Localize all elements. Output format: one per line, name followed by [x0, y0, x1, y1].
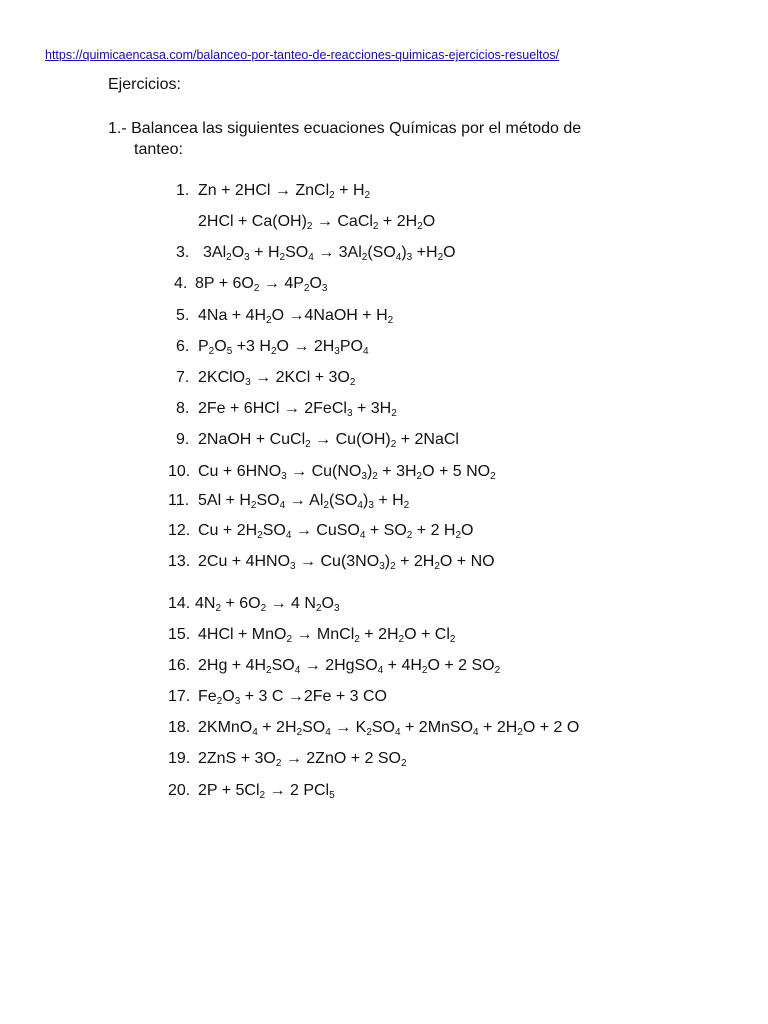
chemical-equation: $4N_2 + 6O_2 \to 4$ $N_2O_3$ — [195, 595, 340, 614]
chemical-equation: $2HCl + Ca(OH)_2$ → CaCl$_2$ + $2H_2O$ — [198, 213, 436, 232]
chemical-equation: Zn + 2HCl → ZnCl$_2$ + $H_2$ — [198, 182, 371, 201]
chemical-equation: $P_2O_5 +3$ $H_2O \to 2H_3PO_4$ — [198, 338, 369, 357]
source-link[interactable]: https://quimicaencasa.com/balanceo-por-tanteo-de-reacciones-quimicas-ejercicios-resueltos/ — [45, 48, 560, 62]
chemical-equation: $3Al_2O_3 + H_2SO_4 \to 3Al_2(SO_4)_3 +H_2O$ — [203, 244, 456, 263]
exercises-heading: Ejercicios: — [108, 76, 181, 93]
equation-number: 17. — [168, 688, 191, 705]
equation-number: 14. — [168, 595, 191, 612]
chemical-equation: 2KClO$_3$ → $2KCl + 3O_2$ — [198, 369, 356, 388]
chemical-equation: 2Fe + 6HCl → 2FeCl$_3$ + $3H_2$ — [198, 400, 397, 419]
equation-number: 20. — [168, 782, 191, 799]
equation-number: 6. — [176, 338, 190, 355]
instruction-line-1: 1.- Balancea las siguientes ecuaciones Químicas por el método de — [108, 120, 582, 137]
equation-number: 11. — [168, 492, 190, 509]
equation-number: 16. — [168, 657, 191, 674]
chemical-equation: $2ZnS + 3O_2 \to 2ZnO + 2$ $SO_2$ — [198, 750, 407, 769]
equation-number: 1. — [176, 182, 190, 199]
chemical-equation: 2KMnO$_4$ + $2H_2SO_4 \to K_2SO_4$ + 2MnSO$_4$ + $2H_2O + 2$ O — [198, 719, 580, 738]
equation-number: 3. — [176, 244, 190, 261]
equation-number: 10. — [168, 463, 191, 480]
chemical-equation: $8P + 6O_2 \to 4P_2O_3$ — [195, 275, 328, 294]
equation-number: 8. — [176, 400, 190, 417]
chemical-equation: 4HCl + MnO$_2$ → MnCl$_2$ + $2H_2O + Cl_2$ — [198, 626, 456, 645]
chemical-equation: $4Na + 4H_2O$ →4NaOH + $H_2$ — [198, 307, 394, 326]
equation-number: 7. — [176, 369, 190, 386]
equation-number: 4. — [174, 275, 188, 292]
chemical-equation: $2P + 5Cl_2 \to 2$ PCl$_5$ — [198, 782, 335, 801]
equation-number: 18. — [168, 719, 191, 736]
equation-number: 19. — [168, 750, 191, 767]
equation-number: 9. — [176, 431, 190, 448]
equation-number: 13. — [168, 553, 191, 570]
chemical-equation: $Cu + 6HNO_3 \to Cu(NO_3)_2 + 3H_2O + 5$ $NO_2$ — [198, 463, 496, 482]
equation-number: 5. — [176, 307, 190, 324]
chemical-equation: $2Cu + 4HNO_3 \to Cu(3NO_3)_2 + 2H_2O$ + NO — [198, 553, 495, 572]
chemical-equation: $Cu + 2H_2SO_4$ → CuSO$_4$ + $SO_2 + 2$ $H_2O$ — [198, 522, 474, 541]
instruction-line-2: tanteo: — [134, 141, 183, 158]
equation-number: 12. — [168, 522, 191, 539]
chemical-equation: 2NaOH + CuCl$_2$ → $Cu(OH)_2$ + 2NaCl — [198, 431, 459, 450]
chemical-equation: $5Al + H_2SO_4 \to Al_2(SO_4)_3 + H_2$ — [198, 492, 410, 511]
exercise-instruction — [108, 118, 668, 160]
chemical-equation: $Fe_2O_3 + 3$ C →2Fe + 3 CO — [198, 688, 387, 707]
equation-number: 15. — [168, 626, 191, 643]
chemical-equation: $2Hg + 4H_2SO_4$ → 2HgSO$_4$ + $4H_2O + 2$ $SO_2$ — [198, 657, 501, 676]
